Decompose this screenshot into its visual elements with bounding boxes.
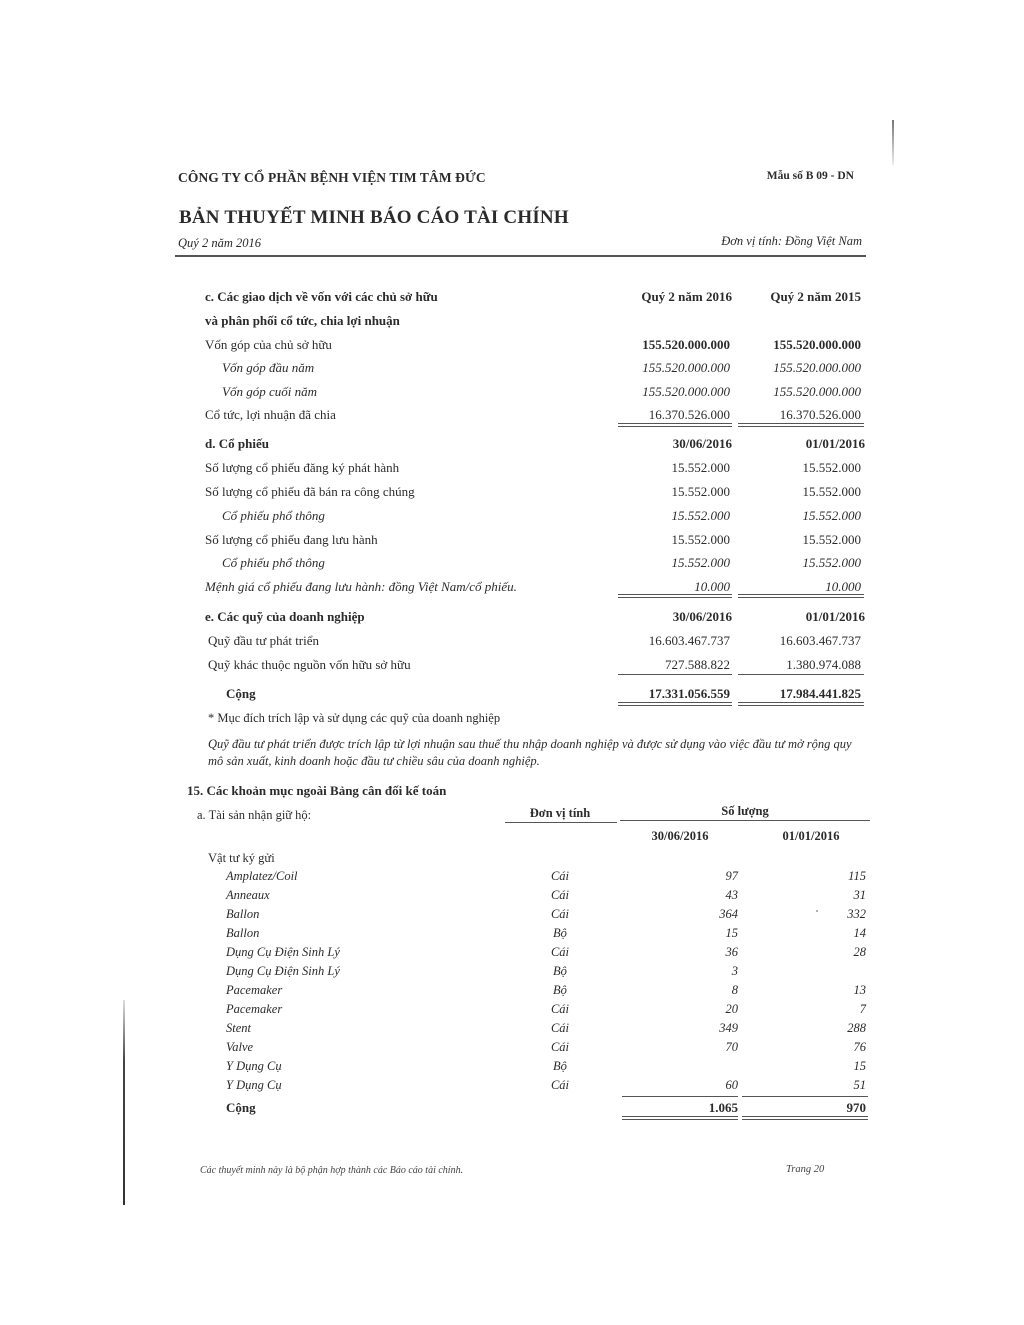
row-value: 155.520.000.000 (773, 337, 861, 352)
table-row (0, 407, 1024, 427)
total-value: 17.984.441.825 (779, 686, 861, 701)
item-qty: 20 (725, 1002, 738, 1016)
item-qty: 43 (725, 888, 738, 902)
column-header: 01/01/2016 (805, 436, 865, 451)
section-d-title: d. Cổ phiếu (205, 436, 269, 451)
item-qty: 97 (725, 869, 738, 883)
item-qty: 115 (848, 869, 866, 883)
page-number: Trang 20 (786, 1164, 825, 1175)
item-qty: 28 (853, 945, 866, 959)
item-qty: 8 (731, 983, 738, 997)
row-value: 16.370.526.000 (779, 407, 861, 422)
double-underline (738, 702, 864, 706)
table-row (0, 484, 1024, 504)
table-row (0, 1040, 1024, 1059)
item-qty: 76 (853, 1040, 866, 1054)
section-c-title-cont (0, 313, 1024, 333)
item-name: Ballon (226, 907, 260, 921)
form-number: Mẫu số B 09 - DN (766, 170, 854, 182)
section-e-header (0, 609, 1024, 629)
item-name: Y Dụng Cụ (226, 1078, 282, 1092)
section-15-title: 15. Các khoản mục ngoài Bảng cân đối kế toán (187, 783, 447, 798)
row-value: 15.552.000 (802, 484, 861, 499)
double-underline (742, 1116, 868, 1120)
item-unit: Cái (550, 888, 570, 902)
column-header: 30/06/2016 (672, 436, 732, 451)
item-name: Dụng Cụ Điện Sinh Lý (226, 964, 340, 978)
double-underline (738, 594, 864, 598)
item-name: Pacemaker (226, 1002, 283, 1016)
row-value: 10.000 (694, 579, 730, 594)
column-header-date: 01/01/2016 (782, 829, 840, 843)
item-name: Valve (226, 1040, 254, 1054)
row-value: 1.380.974.088 (786, 657, 861, 672)
table-row (0, 579, 1024, 599)
table-row (0, 964, 1024, 983)
double-underline (618, 423, 732, 427)
table-row (0, 1059, 1024, 1078)
item-qty: 7 (859, 1002, 866, 1016)
row-value: 155.520.000.000 (642, 360, 730, 375)
row-label: Số lượng cổ phiếu đăng ký phát hành (205, 460, 400, 475)
funds-note-title: * Mục đích trích lập và sử dụng các quỹ của doanh nghiệp (208, 711, 501, 725)
single-underline (738, 674, 864, 675)
row-value: 15.552.000 (802, 532, 861, 547)
item-qty: 51 (853, 1078, 866, 1092)
item-qty: 15 (725, 926, 738, 940)
table-row (0, 384, 1024, 404)
table-row (0, 532, 1024, 552)
column-header: Quý 2 năm 2016 (641, 289, 732, 304)
single-underline (742, 1096, 868, 1097)
table-row (0, 926, 1024, 945)
single-underline (618, 674, 732, 675)
row-value: 155.520.000.000 (642, 337, 730, 352)
section-c-title-line2: và phân phối cổ tức, chia lợi nhuận (205, 313, 400, 328)
row-label: Số lượng cổ phiếu đang lưu hành (205, 532, 378, 547)
item-qty: 15 (853, 1059, 866, 1073)
row-label: Quỹ khác thuộc nguồn vốn hữu sở hữu (208, 657, 411, 672)
total-label: Cộng (226, 1100, 256, 1115)
row-value: 16.603.467.737 (648, 633, 730, 648)
column-header-quantity: Số lượng (721, 804, 769, 818)
item-name: Ballon (226, 926, 260, 940)
row-label: Cổ phiếu phổ thông (222, 508, 325, 523)
total-qty: 970 (846, 1100, 866, 1115)
row-label: Quỹ đầu tư phát triển (208, 633, 320, 648)
item-name: Y Dụng Cụ (226, 1059, 282, 1073)
header-underline (620, 820, 870, 821)
double-underline (738, 423, 864, 427)
company-name: CÔNG TY CỔ PHẦN BỆNH VIỆN TIM TÂM ĐỨC (178, 170, 486, 185)
item-unit: Cái (550, 1040, 570, 1054)
double-underline (622, 1116, 738, 1120)
column-header: 30/06/2016 (672, 609, 732, 624)
row-value: 15.552.000 (802, 460, 861, 475)
table-row (0, 460, 1024, 480)
section-15a-subtitle: a. Tài sản nhận giữ hộ: (197, 808, 312, 822)
table-row (0, 945, 1024, 964)
section-c-title: c. Các giao dịch về vốn với các chủ sở hữu (205, 289, 438, 304)
item-name: Pacemaker (226, 983, 283, 997)
item-name: Amplatez/Coil (226, 869, 298, 883)
document-title: BẢN THUYẾT MINH BÁO CÁO TÀI CHÍNH (179, 207, 569, 228)
item-unit: Bộ (553, 926, 567, 940)
item-qty: 70 (725, 1040, 738, 1054)
row-value: 15.552.000 (671, 555, 730, 570)
table-row (0, 983, 1024, 1002)
item-qty: 3 (731, 964, 738, 978)
item-unit: Bộ (553, 964, 567, 978)
total-label: Cộng (226, 686, 256, 701)
row-value: 10.000 (825, 579, 861, 594)
item-unit: Cái (550, 1078, 570, 1092)
table-row (0, 888, 1024, 907)
item-qty: 31 (853, 888, 866, 902)
row-value: 15.552.000 (802, 508, 861, 523)
row-value: 15.552.000 (802, 555, 861, 570)
header-divider (175, 255, 866, 257)
item-name: Stent (226, 1021, 251, 1035)
item-qty: 349 (719, 1021, 738, 1035)
column-header: Quý 2 năm 2015 (770, 289, 861, 304)
row-value: 15.552.000 (671, 532, 730, 547)
item-unit: Cái (550, 907, 570, 921)
footer-note: Các thuyết minh này là bộ phận hợp thành các Báo cáo tài chính. (200, 1165, 464, 1176)
double-underline (618, 702, 732, 706)
table-row (0, 1002, 1024, 1021)
table-row (0, 869, 1024, 888)
table-row (0, 337, 1024, 357)
item-qty: 14 (853, 926, 866, 940)
row-value: 155.520.000.000 (773, 384, 861, 399)
column-header-date: 30/06/2016 (651, 829, 709, 843)
item-qty: 13 (853, 983, 866, 997)
table-row (0, 360, 1024, 380)
table-row (0, 907, 1024, 926)
item-unit: Cái (550, 1021, 570, 1035)
table-row (0, 657, 1024, 677)
total-qty: 1.065 (708, 1100, 738, 1115)
table-row (0, 1078, 1024, 1097)
header-underline (505, 822, 617, 823)
funds-note-text: Quỹ đầu tư phát triển được trích lập từ lợi nhuận sau thuế thu nhập doanh nghiệp và được sử dụng vào việc đầu tư mở rộng quy mô sản xuất, kinh doanh hoặc đầu tư chiều sâu của doanh nghiệp. (208, 737, 852, 768)
item-qty: 332 (847, 907, 866, 921)
total-row (0, 686, 1024, 706)
item-unit: Bộ (553, 1059, 567, 1073)
section-c-header (0, 289, 1024, 309)
table-row (0, 508, 1024, 528)
row-label: Số lượng cổ phiếu đã bán ra công chúng (205, 484, 415, 499)
item-qty: 364 (719, 907, 738, 921)
item-qty: 288 (847, 1021, 866, 1035)
column-header-unit: Đơn vị tính (529, 806, 591, 820)
row-value: 155.520.000.000 (773, 360, 861, 375)
currency-unit: Đơn vị tính: Đồng Việt Nam (721, 234, 862, 248)
row-value: 16.603.467.737 (779, 633, 861, 648)
row-value: 15.552.000 (671, 508, 730, 523)
table-row (0, 633, 1024, 653)
item-unit: Cái (550, 1002, 570, 1016)
column-header: 01/01/2016 (805, 609, 865, 624)
item-qty: 36 (725, 945, 738, 959)
item-unit: Bộ (553, 983, 567, 997)
single-underline (622, 1096, 738, 1097)
row-value: 16.370.526.000 (648, 407, 730, 422)
table-row (0, 1021, 1024, 1040)
row-label: Vốn góp đầu năm (222, 360, 315, 375)
item-name: Anneaux (226, 888, 270, 902)
total-value: 17.331.056.559 (648, 686, 730, 701)
section-e-title: e. Các quỹ của doanh nghiệp (205, 609, 365, 624)
row-label: Cổ tức, lợi nhuận đã chia (205, 407, 336, 422)
double-underline (618, 594, 732, 598)
section-d-header (0, 436, 1024, 456)
page-edge-line-right (892, 120, 894, 165)
item-qty: 60 (725, 1078, 738, 1092)
scan-artifact-dot (816, 910, 818, 912)
row-value: 15.552.000 (671, 484, 730, 499)
row-value: 155.520.000.000 (642, 384, 730, 399)
row-label: Vốn góp cuối năm (222, 384, 317, 399)
report-period: Quý 2 năm 2016 (178, 236, 261, 250)
item-unit: Cái (550, 869, 570, 883)
row-value: 15.552.000 (671, 460, 730, 475)
total-row (0, 1100, 1024, 1120)
row-label: Mệnh giá cổ phiếu đang lưu hành: đồng Việt Nam/cổ phiếu. (205, 579, 517, 594)
row-label: Vốn góp của chủ sở hữu (205, 337, 332, 352)
item-unit: Cái (550, 945, 570, 959)
row-label: Cổ phiếu phổ thông (222, 555, 325, 570)
item-name: Dụng Cụ Điện Sinh Lý (226, 945, 340, 959)
table-row (0, 555, 1024, 575)
group-label: Vật tư ký gửi (208, 851, 275, 865)
row-value: 727.588.822 (665, 657, 730, 672)
